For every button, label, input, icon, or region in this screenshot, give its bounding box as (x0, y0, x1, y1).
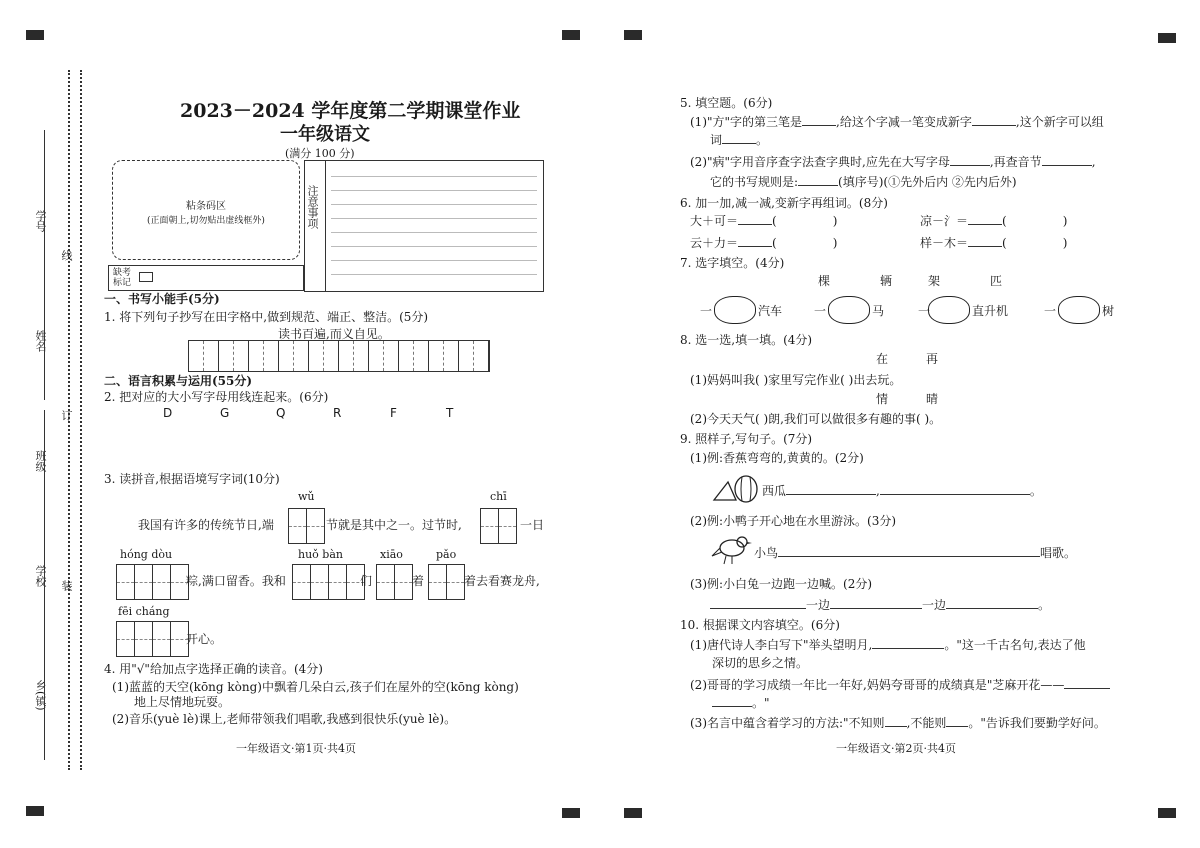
notes-box (304, 160, 544, 292)
q5-text: ,再查音节 (989, 155, 1042, 169)
answer-blank[interactable] (798, 185, 838, 186)
q5-text: ,这个新字可以组 (1015, 115, 1104, 129)
q6-item: 凉－氵＝ ( ) (920, 214, 1068, 228)
barcode-sticker-area (112, 160, 300, 260)
section-2-heading: 二、语言积累与运用(55分) (104, 374, 253, 388)
registration-mark (1158, 33, 1176, 43)
answer-blank[interactable] (1042, 165, 1092, 166)
q10-text: 。"这一千古名句,表达了他 (944, 638, 1086, 652)
q9-2: (2)例:小鸭子开心地在水里游泳。(3分) (690, 514, 897, 528)
q8-choice: 再 (926, 352, 939, 366)
q6-expr: 大＋可＝ (690, 214, 739, 228)
q10-text: 。"告诉我们要勤学好问。 (968, 716, 1106, 730)
cloud-answer-box[interactable] (1058, 296, 1100, 324)
answer-blank[interactable] (880, 494, 1030, 495)
answer-blank[interactable] (802, 125, 836, 126)
q3-text: 们 (360, 574, 373, 588)
upper-letter[interactable]: F (390, 406, 397, 420)
answer-blank[interactable] (885, 726, 907, 727)
q7-item: 树 (1102, 304, 1115, 318)
notes-text-lines (331, 167, 537, 279)
page-footer: 一年级语文·第1页·共4页 (236, 742, 356, 755)
q9-subject: 西瓜 (762, 484, 787, 498)
q7-item: 直升机 (972, 304, 1009, 318)
q8-choice: 晴 (926, 392, 939, 406)
answer-blank[interactable] (1064, 688, 1110, 689)
q6-expr: 云＋力＝ (690, 236, 739, 250)
pinyin: fēi cháng (118, 605, 170, 618)
pinyin: chī (490, 490, 507, 503)
q5-text: ,给这个字减一笔变成新字 (836, 115, 972, 129)
q9-1: (1)例:香蕉弯弯的,黄黄的。(2分) (690, 451, 864, 465)
q9-3-item: 一边 一边 。 (710, 598, 1050, 612)
q5-text: (1)"方"字的第三笔是 (690, 115, 803, 129)
pinyin: pǎo (436, 548, 457, 561)
cloud-answer-box[interactable] (828, 296, 870, 324)
question-1: 1. 将下列句子抄写在田字格中,做到规范、端正、整洁。(5分) (104, 310, 429, 324)
binding-margin (20, 70, 90, 790)
q6-item: 样－木＝ ( ) (920, 236, 1068, 250)
q7-choice: 架 (928, 274, 941, 288)
q5-text: 它的书写规则是: (710, 175, 799, 189)
bird-icon (710, 530, 754, 566)
class-label: 班级 (34, 450, 47, 472)
school-label: 学校 (34, 565, 47, 587)
registration-mark (26, 30, 44, 40)
q7-choice: 棵 (818, 274, 831, 288)
registration-mark (562, 808, 580, 818)
upper-letter[interactable]: Q (276, 406, 286, 420)
upper-letter[interactable]: G (220, 406, 230, 420)
watermelon-icon (712, 472, 758, 504)
answer-grid[interactable] (376, 564, 413, 600)
q3-text: 一日 (520, 518, 545, 532)
q10-1 (690, 638, 1086, 652)
upper-letter[interactable]: D (163, 406, 173, 420)
q7-item: 汽车 (758, 304, 783, 318)
q10-text: (1)唐代诗人李白写下"举头望明月, (690, 638, 873, 652)
name-label: 姓名 (34, 330, 47, 352)
absent-mark-box (108, 265, 304, 291)
binding-line-label: 线 (60, 250, 73, 261)
q5-text: (2)"病"字用音序查字法查字典时,应先在大写字母 (690, 155, 950, 169)
q7-item: 马 (872, 304, 885, 318)
absent-label: 缺考标记 (113, 268, 132, 288)
answer-blank[interactable] (950, 165, 990, 166)
q8-choice: 在 (876, 352, 889, 366)
exam-subtitle: 一年级语文 (280, 124, 370, 145)
registration-mark (624, 808, 642, 818)
answer-grid[interactable] (428, 564, 465, 600)
sticker-note: (正面朝上,切勿贴出虚线框外) (147, 216, 265, 226)
q5-2: (2)"病"字用音序查字法查字典时,应先在大写字母 ,再查音节 , (690, 155, 1096, 169)
q4-line: (2)音乐(yuè lè)课上,老师带领我们唱歌,我感到很快乐(yuè lè)。 (112, 712, 457, 726)
q10-3 (690, 716, 1106, 730)
question-2: 2. 把对应的大小写字母用线连起来。(6分) (104, 390, 329, 404)
notes-heading: 注意事项 (306, 185, 319, 229)
pinyin: hóng dòu (120, 548, 173, 561)
q6-expr: 样－木＝ (920, 236, 969, 250)
answer-blank[interactable] (872, 648, 944, 649)
question-5: 5. 填空题。(6分) (680, 96, 773, 110)
q9-1-item: 西瓜 , 。 (762, 484, 1042, 498)
registration-mark (1158, 808, 1176, 818)
q8-2: (2)今天天气( )朗,我们可以做很多有趣的事( )。 (690, 412, 942, 426)
answer-blank[interactable] (968, 246, 1002, 247)
question-6: 6. 加一加,减一减,变新字再组词。(8分) (680, 196, 888, 210)
q6-item: 云＋力＝ ( ) (690, 236, 838, 250)
q3-text: 节就是其中之一。过节时, (326, 518, 462, 532)
q9-subject: 小鸟 (754, 546, 779, 560)
q10-2b: 。" (712, 696, 770, 710)
answer-blank[interactable] (778, 556, 1040, 557)
question-8: 8. 选一选,填一填。(4分) (680, 333, 813, 347)
q9-conj: 一边 (922, 598, 947, 612)
town-label: 乡(镇) (34, 680, 47, 711)
answer-grid[interactable] (288, 508, 325, 544)
sticker-title: 粘条码区 (186, 201, 226, 212)
q4-line: (1)蓝蓝的天空(kōng kòng)中飘着几朵白云,孩子们在屋外的空(kōng kòng) (112, 680, 519, 694)
answer-grid[interactable] (116, 564, 189, 600)
q3-text: 我国有许多的传统节日,端 (138, 518, 274, 532)
q7-choice: 匹 (990, 274, 1003, 288)
q1-sentence: 读书百遍,而义自见。 (278, 327, 390, 341)
binding-line-label: 装 (60, 580, 73, 591)
q10-text: (3)名言中蕴含着学习的方法:"不知则 (690, 716, 885, 730)
answer-blank[interactable] (712, 706, 752, 707)
question-7: 7. 选字填空。(4分) (680, 256, 785, 270)
q5-text: (填序号)(①先外后内 ②先内后外) (838, 175, 1017, 189)
q10-text: ,不能则 (906, 716, 947, 730)
q3-text: 着去看赛龙舟, (464, 574, 540, 588)
answer-grid[interactable] (116, 621, 189, 657)
answer-blank[interactable] (946, 726, 968, 727)
upper-letter[interactable]: T (446, 406, 454, 420)
question-3: 3. 读拼音,根据语境写字词(10分) (104, 472, 280, 486)
q3-text: 粽,满口留香。我和 (186, 574, 286, 588)
q8-1: (1)妈妈叫我( )家里写完作业( )出去玩。 (690, 373, 902, 387)
answer-blank[interactable] (786, 494, 876, 495)
cloud-answer-box[interactable] (928, 296, 970, 324)
q6-expr: 凉－氵＝ (920, 214, 969, 228)
q10-1c: 深切的思乡之情。 (712, 656, 809, 670)
answer-blank[interactable] (830, 608, 922, 609)
q3-text: 着 (412, 574, 425, 588)
pinyin: wǔ (298, 490, 315, 503)
answer-grid[interactable] (292, 564, 365, 600)
q4-line: 地上尽情地玩耍。 (134, 695, 231, 709)
q9-end: 唱歌。 (1040, 546, 1077, 560)
q5-1b: 词 。 (710, 133, 769, 147)
q5-2b (710, 175, 1017, 189)
writing-grid[interactable] (188, 340, 490, 372)
question-4: 4. 用"√"给加点字选择正确的读音。(4分) (104, 662, 323, 676)
section-1-heading: 一、书写小能手(5分) (104, 292, 220, 306)
registration-mark (624, 30, 642, 40)
q7-choice: 辆 (880, 274, 893, 288)
answer-blank[interactable] (710, 608, 806, 609)
full-score: (满分 100 分) (285, 147, 355, 160)
q10-text: (2)哥哥的学习成绩一年比一年好,妈妈夸哥哥的成绩真是"芝麻开花—— (690, 678, 1065, 692)
exam-title: 2023－2024 学年度第二学期课堂作业 (180, 100, 521, 122)
q3-text: 开心。 (186, 632, 223, 646)
cloud-answer-box[interactable] (714, 296, 756, 324)
q9-3: (3)例:小白兔一边跑一边喊。(2分) (690, 577, 873, 591)
q8-choice: 情 (876, 392, 889, 406)
q5-text: 词 (710, 133, 723, 147)
registration-mark (562, 30, 580, 40)
q9-conj: 一边 (806, 598, 831, 612)
pinyin: xiāo (380, 548, 403, 561)
registration-mark (26, 806, 44, 816)
student-id-label: 学号 (34, 210, 47, 232)
absent-checkbox[interactable] (139, 272, 153, 282)
answer-blank[interactable] (738, 246, 772, 247)
q10-2 (690, 678, 1110, 692)
pinyin: huǒ bàn (298, 548, 343, 561)
answer-blank[interactable] (968, 224, 1002, 225)
q5-1 (690, 115, 1104, 129)
answer-grid[interactable] (480, 508, 517, 544)
upper-letter[interactable]: R (333, 406, 342, 420)
q6-item: 大＋可＝ ( ) (690, 214, 838, 228)
answer-blank[interactable] (972, 125, 1016, 126)
answer-blank[interactable] (722, 143, 756, 144)
question-9: 9. 照样子,写句子。(7分) (680, 432, 813, 446)
binding-line-label: 订 (60, 410, 73, 421)
page-footer: 一年级语文·第2页·共4页 (836, 742, 956, 755)
answer-blank[interactable] (738, 224, 772, 225)
q9-2-item (754, 546, 1076, 560)
answer-blank[interactable] (946, 608, 1038, 609)
question-10: 10. 根据课文内容填空。(6分) (680, 618, 840, 632)
